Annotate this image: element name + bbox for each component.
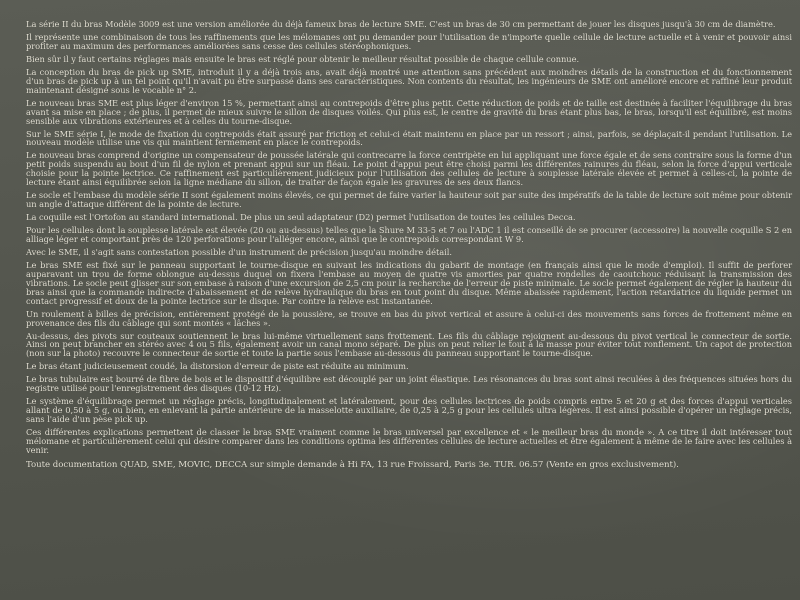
paragraph-lighter-arm: Le nouveau bras SME est plus léger d'environ 15 %, permettant ainsi au contrepoids d'être plus petit. Cette réduction de poids et de taille est destinée à faciliter l'équilibrage du bras avant sa mise en place ; de plus, il permet de mieux suivre le sillon de disques voilés. Qui plus est, le centre de gravité du bras étant plus bas, le bras, lorsqu'il est équilibré, est moins sensible aux vibrations extérieures et à celles du tourne-disque.: [26, 97, 792, 126]
paragraph-conclusion: Ces différentes explications permettent de classer le bras SME vraiment comme le bras universel par excellence et « le meilleur bras du monde ». A ce titre il doit intéresser tout mélomane et particulièrement celui qui désire comparer dans les conditions optima les différentes cellules de lecture actuelles et être également à même de le faire avec les cellules à venir.: [26, 427, 792, 455]
paragraph-contact: Toute documentation QUAD, SME, MOVIC, DECCA sur simple demande à Hi FA, 13 rue Froissard, Paris 3e. TUR. 06.57 (Vente en gros exclusivement).: [26, 459, 679, 470]
paragraph-precision: Avec le SME, il s'agit sans contestation possible d'un instrument de précision jusqu'au moindre détail.: [26, 246, 452, 257]
paragraph-balancing: Le système d'équilibrage permet un réglage précis, longitudinalement et latéralement, pour des cellules lectrices de poids compris entre 5 et 20 g et des forces d'appui verticales allant de 0,50 à 5 g, ou bien, en enlevant la partie antérieure de la masselotte auxiliaire, de 0,25 à 2,5 g pour les cellules ultra légères. Il est ainsi possible d'opérer un réglage précis, sans l'aide d'un pèse pick up.: [26, 396, 792, 425]
article-body: [26, 20, 792, 474]
paragraph-headshell: La coquille est l'Ortofon au standard international. De plus un seul adaptateur (D2) permet l'utilisation de toutes les cellules Decca.: [26, 212, 576, 223]
paragraph-bias-compensator: Le nouveau bras comprend d'origine un compensateur de poussée latérale qui contrecarre la force centripète en lui appliquant une force égale et de sens contraire sous la forme d'un petit poids suspendu au bout d'un fil de nylon et prenant appui sur un fléau. Le point d'appui peut être choisi parmi les différentes rainures du fléau, selon la force d'appui verticale choisie pour la pointe lectrice. Ce raffinement est particulièrement judicieux pour l'utilisation des cellules de lecture à souplesse latérale élevée et permet à celles-ci, la pointe de lecture étant ainsi équilibrée selon la ligne médiane du sillon, de traiter de façon égale les gravures de ses deux flancs.: [26, 150, 792, 188]
paragraph-base-height: Le socle et l'embase du modèle série II sont également moins élevés, ce qui permet de faire varier la hauteur soit par suite des impératifs de la table de lecture soit même pour obtenir un angle d'attaque différent de la pointe de lecture.: [26, 190, 792, 210]
paragraph-resonance: Le bras tubulaire est bourré de fibre de bois et le dispositif d'équilibre est découplé par un joint élastique. Les résonances du bras sont ainsi reculées à des fréquences situées hors du registre utilisé pour l'enregistrement des disques (10-12 Hz).: [26, 374, 792, 394]
paragraph-high-compliance: Pour les cellules dont la souplesse latérale est élevée (20 ou au-dessus) telles que la Shure M 33-5 et 7 ou l'ADC 1 il est conseillé de se procurer (accessoire) la nouvelle coquille S 2 en alliage léger et comportant près de 120 perforations pour l'alléger encore, ainsi que le contrepoids correspondant W 9.: [26, 225, 792, 244]
paragraph-knife-edge: Au-dessus, des pivots sur couteaux soutiennent le bras lui-même virtuellement sans frottement. Les fils du câblage rejoignent au-dessous du pivot vertical le connecteur de sortie. Ainsi on peut brancher en stéréo avec 4 ou 5 fils, également avoir un canal mono séparé. De plus on peut relier le tout à la masse pour éviter tout ronflement. Un capot de protection (non sur la photo) recouvre le connecteur de sortie et toute la partie sous l'embase au-dessous du panneau supportant le tourne-disque.: [26, 330, 792, 359]
paragraph-counterweight: Sur le SME série I, le mode de fixation du contrepoids était assuré par friction et celui-ci était maintenu en place par un ressort ; ainsi, parfois, se déplaçait-il pendant l'utilisation. Le nouveau modèle utilise une vis qui maintient fermement en place le contrepoids.: [26, 128, 792, 148]
paragraph-tracking-error: Le bras étant judicieusement coudé, la distorsion d'erreur de piste est réduite au minimum.: [26, 361, 409, 372]
paragraph-mounting: Le bras SME est fixé sur le panneau supportant le tourne-disque en suivant les indications du gabarit de montage (en français ainsi que le mode d'emploi). Il suffit de perforer auparavant un trou de forme oblongue au-dessus duquel on fixera l'embase au moyen de quatre vis amorties par quatre rondelles de caoutchouc réduisant la transmission des vibrations. Le socle peut glisser sur son embase à raison d'une excursion de 2,5 cm pour la recherche de l'erreur de piste minimale. Le socle permet également de régler la hauteur du bras ainsi que la commande indirecte d'abaissement et de relève hydraulique du bras en tout point du disque. Même abaissée rapidement, l'action retardatrice du liquide permet un contact progressif et doux de la pointe lectrice sur le disque. Par contre la relève est instantanée.: [26, 259, 792, 306]
paragraph-adjustments: Bien sûr il y faut certains réglages mais ensuite le bras est réglé pour obtenir le meilleur résultat possible de chaque cellule connue.: [26, 53, 580, 64]
paragraph-intro: La série II du bras Modèle 3009 est une version améliorée du déjà fameux bras de lecture SME. C'est un bras de 30 cm permettant de jouer les disques jusqu'à 30 cm de diamètre.: [26, 19, 776, 29]
paragraph-design-history: La conception du bras de pick up SME, introduit il y a déjà trois ans, avait déjà montré une attention sans précédent aux moindres détails de la construction et du fonctionnement d'un bras de pick up à un tel point qu'il n'avait pu être surpassé dans ses caractéristiques. Non contents du résultat, les ingénieurs de SME ont amélioré encore et raffiné leur produit maintenant désigné sous le vocable n° 2.: [26, 66, 792, 95]
paragraph-ball-bearing: Un roulement à billes de précision, entièrement protégé de la poussière, se trouve en bas du pivot vertical et assure à celui-ci des mouvements sans forces de frottement même en provenance des fils du câblage qui sont montés « lâches ».: [26, 308, 792, 328]
paragraph-combination: Il représente une combinaison de tous les raffinements que les mélomanes ont pu demander pour l'utilisation de n'importe quelle cellule de lecture actuelle et à venir et pouvoir ainsi profiter au maximum des performances améliorées sans cesse des cellules stéréophoniques.: [26, 32, 792, 51]
